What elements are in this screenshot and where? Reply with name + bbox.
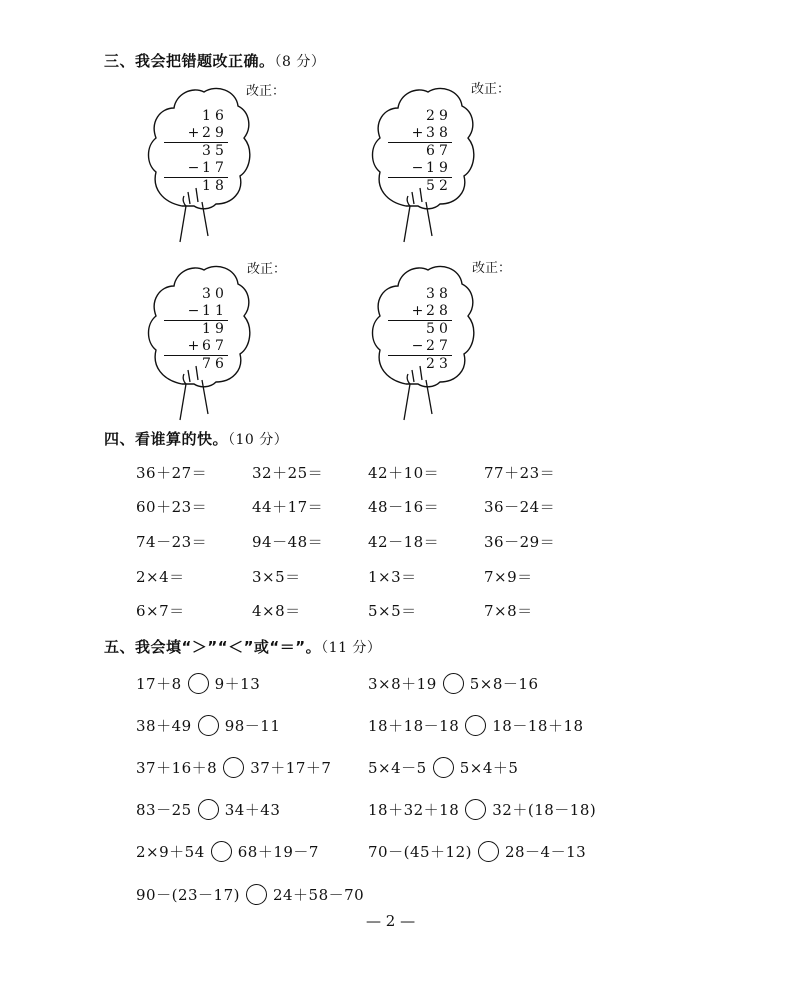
calc-row <box>164 160 226 177</box>
calc-problem: 48－16＝ <box>368 498 440 516</box>
digit: 0 <box>439 321 448 337</box>
comparison-item <box>368 757 518 778</box>
comparison-item <box>368 799 596 820</box>
digit: 9 <box>439 160 448 176</box>
calc-problem: 36－29＝ <box>484 533 556 551</box>
answer-circle[interactable] <box>443 673 464 694</box>
calc-problem: 2×4＝ <box>136 568 185 586</box>
left-expression: 3×8＋19 <box>368 675 437 693</box>
digit: − <box>187 303 200 319</box>
digit: 7 <box>439 338 448 354</box>
digit: 5 <box>426 321 435 337</box>
digit: 3 <box>426 286 435 302</box>
digit: 5 <box>426 178 435 194</box>
correction-label: 改正： <box>247 262 287 277</box>
digit: 5 <box>215 143 224 159</box>
right-expression: 34＋43 <box>224 801 281 819</box>
left-expression: 90－(23－17) <box>136 886 240 904</box>
digit: 6 <box>215 356 224 372</box>
section4-score: （10 分） <box>228 432 289 448</box>
digit: 1 <box>426 160 435 176</box>
calc-row <box>388 321 450 338</box>
digit: 3 <box>202 286 211 302</box>
digit <box>411 321 424 338</box>
left-expression: 37＋16＋8 <box>136 759 218 777</box>
calc-row <box>388 178 450 195</box>
calc-row <box>164 178 226 195</box>
answer-circle[interactable] <box>246 884 267 905</box>
digit <box>187 178 200 195</box>
right-expression: 98－11 <box>224 717 281 735</box>
digit: 9 <box>439 108 448 124</box>
vertical-calculation <box>388 108 452 195</box>
left-expression: 70－(45＋12) <box>368 843 472 861</box>
digit <box>411 108 424 125</box>
digit: 8 <box>439 286 448 302</box>
digit: 8 <box>439 303 448 319</box>
digit: 3 <box>202 143 211 159</box>
section5-title: 五、我会填“＞”“＜”或“＝”。 <box>104 638 322 656</box>
calc-row <box>164 321 226 338</box>
calc-row <box>164 303 226 320</box>
digit: 1 <box>202 321 211 337</box>
digit <box>187 108 200 125</box>
calc-row <box>388 338 450 355</box>
answer-circle[interactable] <box>465 799 486 820</box>
left-expression: 18＋32＋18 <box>368 801 460 819</box>
digit: − <box>411 338 424 354</box>
right-expression: 5×4＋5 <box>459 759 519 777</box>
digit: 1 <box>215 303 224 319</box>
section3-heading <box>104 50 325 71</box>
digit <box>187 356 200 373</box>
section3-title: 三、我会把错题改正确。 <box>104 52 275 70</box>
calc-problem: 36－24＝ <box>484 498 556 516</box>
digit: 1 <box>202 303 211 319</box>
answer-circle[interactable] <box>433 757 454 778</box>
digit: 6 <box>202 338 211 354</box>
digit: 2 <box>202 125 211 141</box>
section4-heading <box>104 428 288 449</box>
calc-problem: 3×5＝ <box>252 568 301 586</box>
calc-row <box>388 143 450 160</box>
section3-score: （8 分） <box>274 54 326 70</box>
calc-row <box>164 125 226 142</box>
digit: 6 <box>215 108 224 124</box>
digit: 3 <box>439 356 448 372</box>
calc-problem: 5×5＝ <box>368 602 417 620</box>
answer-circle[interactable] <box>198 799 219 820</box>
calc-problem: 42＋10＝ <box>368 464 440 482</box>
digit: 1 <box>202 108 211 124</box>
digit: + <box>187 338 200 354</box>
right-expression: 28－4－13 <box>504 843 587 861</box>
digit: 6 <box>426 143 435 159</box>
digit <box>411 178 424 195</box>
digit <box>411 356 424 373</box>
calc-problem: 7×8＝ <box>484 602 533 620</box>
correction-label: 改正： <box>246 84 286 99</box>
left-expression: 17＋8 <box>136 675 182 693</box>
vertical-calculation <box>388 286 452 373</box>
calc-row <box>164 338 226 355</box>
answer-circle[interactable] <box>465 715 486 736</box>
calc-problem: 44＋17＝ <box>252 498 324 516</box>
digit <box>187 143 200 160</box>
right-expression: 18－18＋18 <box>492 717 584 735</box>
calc-row <box>388 303 450 320</box>
vertical-calculation <box>164 108 228 195</box>
calc-row <box>388 286 450 303</box>
digit <box>187 286 200 303</box>
digit: 2 <box>426 356 435 372</box>
digit: 7 <box>439 143 448 159</box>
correction-label: 改正： <box>471 82 511 97</box>
digit: 7 <box>202 356 211 372</box>
digit: − <box>411 160 424 176</box>
left-expression: 5×4－5 <box>368 759 427 777</box>
digit: + <box>411 125 424 141</box>
answer-circle[interactable] <box>223 757 244 778</box>
calc-problem: 42－18＝ <box>368 533 440 551</box>
calc-row <box>388 160 450 177</box>
answer-circle[interactable] <box>211 841 232 862</box>
digit <box>187 321 200 338</box>
digit: 7 <box>215 160 224 176</box>
calc-row <box>164 108 226 125</box>
section4-title: 四、看谁算的快。 <box>104 430 229 448</box>
right-expression: 9＋13 <box>214 675 261 693</box>
comparison-item <box>136 884 364 905</box>
calc-problem: 36＋27＝ <box>136 464 208 482</box>
digit: 8 <box>215 178 224 194</box>
answer-circle[interactable] <box>198 715 219 736</box>
answer-circle[interactable] <box>478 841 499 862</box>
section5-score: （11 分） <box>321 640 382 656</box>
digit: 2 <box>439 178 448 194</box>
comparison-item <box>368 715 584 736</box>
left-expression: 18＋18－18 <box>368 717 460 735</box>
answer-circle[interactable] <box>188 673 209 694</box>
calc-row <box>388 356 450 373</box>
calc-row <box>388 108 450 125</box>
calc-problem: 60＋23＝ <box>136 498 208 516</box>
right-expression: 37＋17＋7 <box>250 759 332 777</box>
calc-problem: 94－48＝ <box>252 533 324 551</box>
digit: 1 <box>202 160 211 176</box>
comparison-item <box>136 841 319 862</box>
section5-heading <box>104 636 381 657</box>
calc-problem: 74－23＝ <box>136 533 208 551</box>
digit: 2 <box>426 108 435 124</box>
calc-row <box>388 125 450 142</box>
digit: 8 <box>439 125 448 141</box>
calc-problem: 1×3＝ <box>368 568 417 586</box>
digit <box>411 143 424 160</box>
calc-row <box>164 286 226 303</box>
digit: 0 <box>215 286 224 302</box>
comparison-item <box>136 799 280 820</box>
digit <box>411 286 424 303</box>
digit: − <box>187 160 200 176</box>
right-expression: 32＋(18－18) <box>492 801 597 819</box>
left-expression: 2×9＋54 <box>136 843 205 861</box>
left-expression: 83－25 <box>136 801 192 819</box>
digit: 2 <box>426 303 435 319</box>
digit: 2 <box>426 338 435 354</box>
digit: 9 <box>215 321 224 337</box>
vertical-calculation <box>164 286 228 373</box>
digit: 9 <box>215 125 224 141</box>
calc-problem: 6×7＝ <box>136 602 185 620</box>
digit: 7 <box>215 338 224 354</box>
digit: 1 <box>202 178 211 194</box>
comparison-item <box>368 841 586 862</box>
comparison-item <box>136 673 260 694</box>
calc-problem: 77＋23＝ <box>484 464 556 482</box>
right-expression: 5×8－16 <box>469 675 539 693</box>
right-expression: 24＋58－70 <box>272 886 365 904</box>
comparison-item <box>136 757 331 778</box>
calc-problem: 4×8＝ <box>252 602 301 620</box>
calc-problem: 7×9＝ <box>484 568 533 586</box>
right-expression: 68＋19－7 <box>237 843 319 861</box>
correction-label: 改正： <box>472 261 512 276</box>
digit: + <box>187 125 200 141</box>
calc-row <box>164 356 226 373</box>
calc-row <box>164 143 226 160</box>
page-number: — 2 — <box>366 912 416 930</box>
calc-problem: 32＋25＝ <box>252 464 324 482</box>
comparison-item <box>368 673 539 694</box>
comparison-item <box>136 715 280 736</box>
digit: + <box>411 303 424 319</box>
digit: 3 <box>426 125 435 141</box>
left-expression: 38＋49 <box>136 717 192 735</box>
